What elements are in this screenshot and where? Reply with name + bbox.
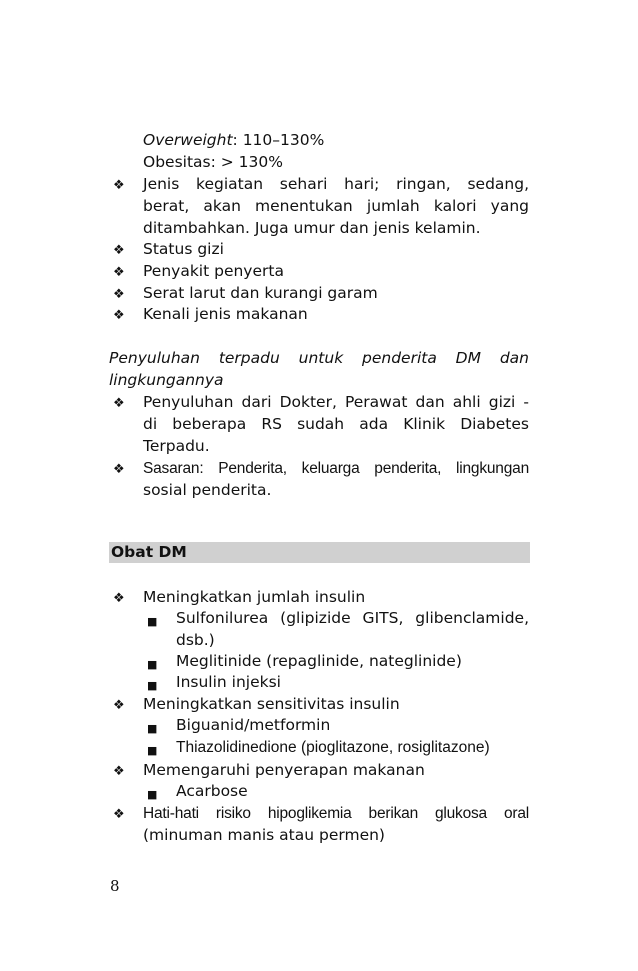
sub-bullet-text: dsb.)	[176, 631, 215, 649]
square-bullet-icon: ■	[147, 615, 158, 628]
square-bullet-icon: ■	[147, 744, 158, 757]
diamond-bullet-icon: ❖	[113, 462, 125, 477]
square-bullet-icon: ■	[147, 722, 158, 735]
bullet-text: Serat larut dan kurangi garam	[143, 284, 378, 302]
sub-bullet-text: Sulfonilurea (glipizide GITS, glibenclamide,	[176, 609, 529, 627]
bullet-text: Kenali jenis makanan	[143, 305, 308, 323]
bullet-text: Sasaran: Penderita, keluarga penderita, lingkungan	[143, 460, 529, 477]
square-bullet-icon: ■	[147, 658, 158, 671]
diamond-bullet-icon: ❖	[113, 698, 125, 713]
diamond-bullet-icon: ❖	[113, 591, 125, 606]
sub-bullet-text: Insulin injeksi	[176, 673, 281, 691]
diamond-bullet-icon: ❖	[113, 178, 125, 193]
bullet-text: Penyuluhan dari Dokter, Perawat dan ahli gizi -	[143, 393, 529, 411]
sub-bullet-text: Meglitinide (repaglinide, nateglinide)	[176, 652, 462, 670]
diamond-bullet-icon: ❖	[113, 807, 125, 822]
bullet-text: Hati-hati risiko hipoglikemia berikan glukosa oral	[143, 805, 529, 822]
page-number: 8	[110, 877, 120, 895]
bullet-text: berat, akan menentukan jumlah kalori yang	[143, 197, 529, 215]
diamond-bullet-icon: ❖	[113, 265, 125, 280]
section-header-obat-dm: Obat DM	[109, 542, 530, 563]
bullet-text: Terpadu.	[143, 437, 210, 455]
diamond-bullet-icon: ❖	[113, 764, 125, 779]
square-bullet-icon: ■	[147, 788, 158, 801]
bullet-text: (minuman manis atau permen)	[143, 826, 385, 844]
diamond-bullet-icon: ❖	[113, 243, 125, 258]
bullet-text: Status gizi	[143, 240, 224, 258]
text-line-obesitas: Obesitas: > 130%	[143, 153, 283, 171]
bullet-text: Penyakit penyerta	[143, 262, 284, 280]
text-rest: : 110–130%	[232, 131, 325, 149]
bullet-text: ditambahkan. Juga umur dan jenis kelamin.	[143, 219, 481, 237]
text-em: Overweight	[143, 131, 233, 149]
sub-bullet-text: Acarbose	[176, 782, 248, 800]
sub-bullet-text: Biguanid/metformin	[176, 716, 331, 734]
section-heading-italic: Penyuluhan terpadu untuk penderita DM dan	[109, 349, 529, 367]
text-line-overweight	[143, 130, 324, 152]
bullet-text: Meningkatkan sensitivitas insulin	[143, 695, 400, 713]
section-heading-italic: lingkungannya	[109, 371, 224, 389]
diamond-bullet-icon: ❖	[113, 396, 125, 411]
bullet-text: sosial penderita.	[143, 481, 272, 499]
diamond-bullet-icon: ❖	[113, 308, 125, 323]
diamond-bullet-icon: ❖	[113, 287, 125, 302]
bullet-text: Jenis kegiatan sehari hari; ringan, sedang,	[143, 175, 529, 193]
sub-bullet-text: Thiazolidinedione (pioglitazone, rosiglitazone)	[176, 739, 490, 756]
square-bullet-icon: ■	[147, 679, 158, 692]
bullet-text: Meningkatkan jumlah insulin	[143, 588, 366, 606]
bullet-text: di beberapa RS sudah ada Klinik Diabetes	[143, 415, 529, 433]
bullet-text: Memengaruhi penyerapan makanan	[143, 761, 425, 779]
